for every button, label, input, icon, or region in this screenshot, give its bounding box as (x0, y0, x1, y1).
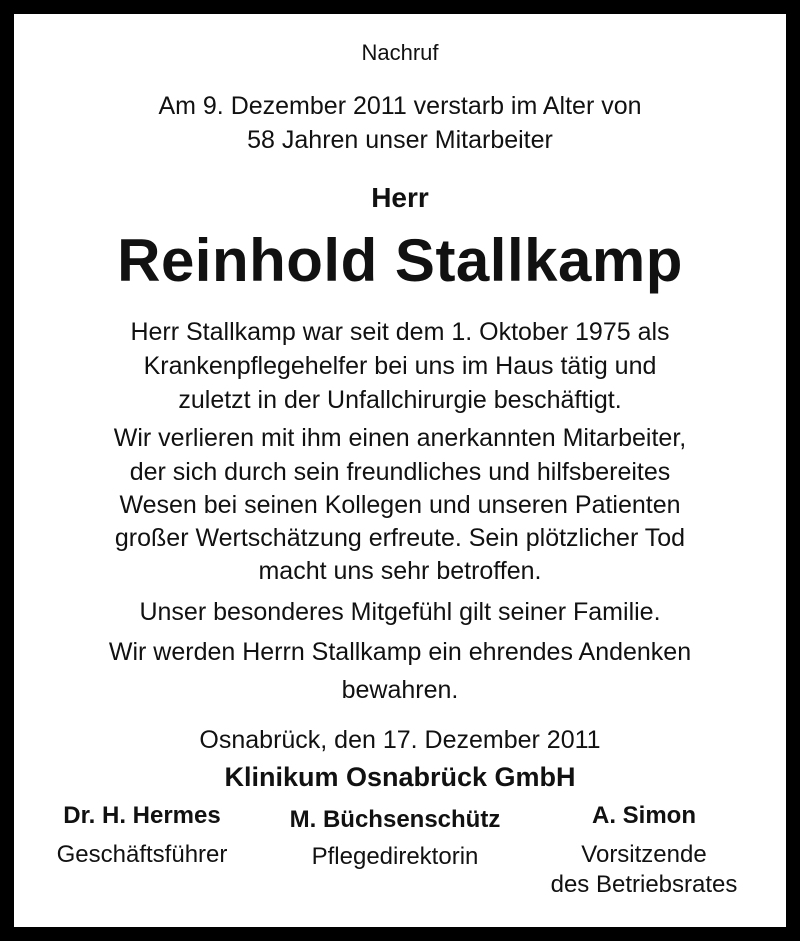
paragraph3: Unser besonderes Mitgefühl gilt seiner Familie. (139, 598, 661, 626)
deceased-name: Reinhold Stallkamp (117, 227, 683, 294)
organization-name: Klinikum Osnabrück GmbH (224, 762, 576, 792)
signatory-name: A. Simon (591, 802, 696, 829)
signatory-simon (528, 802, 760, 900)
signatory-buechsenschuetz (260, 806, 530, 872)
salutation: Herr (371, 182, 429, 213)
signatory-role-line-2: des Betriebsrates (550, 871, 738, 898)
signatory-role-line-1: Vorsitzende (581, 841, 707, 868)
signatory-role: Pflegedirektorin (311, 843, 479, 870)
signatory-name: M. Büchsenschütz (289, 806, 501, 833)
intro-line-1: Am 9. Dezember 2011 verstarb im Alter von (158, 92, 642, 120)
signatory-role: Geschäftsführer (56, 841, 228, 868)
paragraph2-line-3: Wesen bei seinen Kollegen und unseren Patienten (119, 491, 681, 519)
paragraph1-line-2: Krankenpflegehelfer bei uns im Haus tätig und (143, 352, 657, 380)
paragraph2-line-5: macht uns sehr betroffen. (258, 557, 542, 585)
paragraph4-line-2: bewahren. (341, 676, 459, 704)
paragraph1-line-1: Herr Stallkamp war seit dem 1. Oktober 1975 als (130, 318, 670, 346)
signatory-hermes (34, 802, 250, 870)
obituary-notice (14, 14, 786, 927)
place-date: Osnabrück, den 17. Dezember 2011 (199, 726, 601, 754)
notice-kicker: Nachruf (361, 40, 439, 65)
paragraph1-line-3: zuletzt in der Unfallchirurgie beschäftigt. (178, 386, 622, 414)
paragraph4-line-1: Wir werden Herrn Stallkamp ein ehrendes Andenken (108, 638, 692, 666)
paragraph2-line-2: der sich durch sein freundliches und hilfsbereites (129, 458, 671, 486)
signatory-name: Dr. H. Hermes (63, 802, 221, 829)
paragraph2-line-1: Wir verlieren mit ihm einen anerkannten Mitarbeiter, (113, 424, 687, 452)
paragraph2-line-4: großer Wertschätzung erfreute. Sein plötzlicher Tod (114, 524, 686, 552)
intro-line-2: 58 Jahren unser Mitarbeiter (247, 126, 553, 154)
